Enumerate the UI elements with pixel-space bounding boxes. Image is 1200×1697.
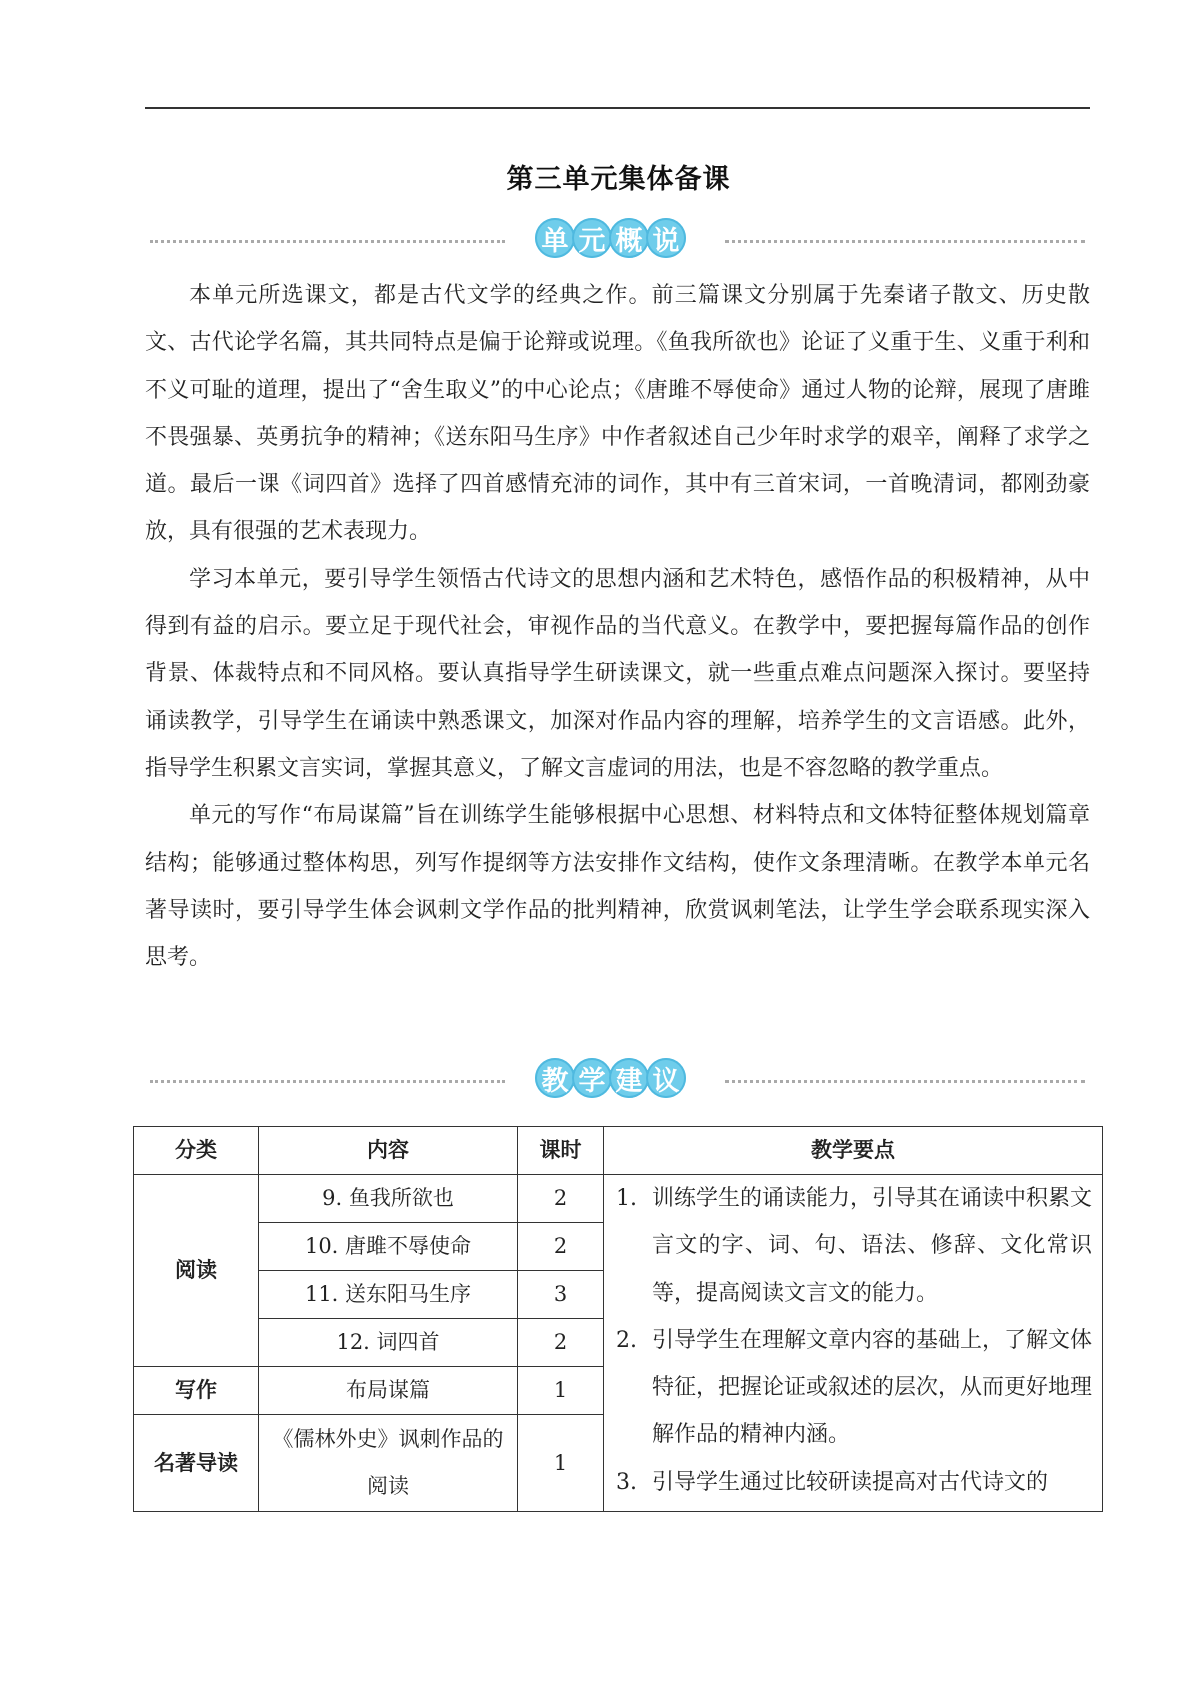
table-row (134, 1175, 1103, 1223)
unit-overview-body (145, 272, 1090, 981)
dotted-divider-left (150, 1080, 505, 1083)
category-classics-reading: 名著导读 (134, 1415, 259, 1512)
lesson-hours: 3 (518, 1271, 604, 1319)
header-category: 分类 (134, 1127, 259, 1175)
heading-bubbles (535, 218, 683, 258)
dotted-divider-left (150, 240, 505, 243)
paragraph: 学习本单元，要引导学生领悟古代诗文的思想内涵和艺术特色，感悟作品的积极精神，从中得到有益的启示。要立足于现代社会，审视作品的当代意义。在教学中，要把握每篇作品的创作背景、体裁特点和不同风格。要认真指导学生研读课文，就一些重点难点问题深入探讨。要坚持诵读教学，引导学生在诵读中熟悉课文，加深对作品内容的理解，培养学生的文言语感。此外，指导学生积累文言实词，掌握其意义，了解文言虚词的用法，也是不容忽略的教学重点。 (145, 566, 1090, 781)
list-item: 3. 引导学生通过比较研读提高对古代诗文的 (616, 1469, 1049, 1495)
lesson-content: 12. 词四首 (259, 1319, 518, 1367)
lesson-hours: 1 (518, 1415, 604, 1512)
header-content: 内容 (259, 1127, 518, 1175)
lesson-content: 布局谋篇 (259, 1367, 518, 1415)
teaching-points-cell (604, 1175, 1103, 1512)
lesson-content: 9. 鱼我所欲也 (259, 1175, 518, 1223)
dotted-divider-right (725, 1080, 1085, 1083)
lesson-hours: 2 (518, 1175, 604, 1223)
heading-char: 元 (572, 218, 612, 258)
paragraph: 单元的写作“布局谋篇”旨在训练学生能够根据中心思想、材料特点和文体特征整体规划篇章结构；能够通过整体构思，列写作提纲等方法安排作文结构，使作文条理清晰。在教学本单元名著导读时，要引导学生体会讽刺文学作品的批判精神，欣赏讽刺笔法，让学生学会联系现实深入思考。 (145, 803, 1090, 971)
category-reading: 阅读 (134, 1175, 259, 1367)
heading-char: 学 (572, 1058, 612, 1098)
lesson-content: 《儒林外史》讽刺作品的阅读 (259, 1415, 518, 1512)
paragraph: 本单元所选课文，都是古代文学的经典之作。前三篇课文分别属于先秦诸子散文、历史散文、古代论学名篇，其共同特点是偏于论辩或说理。《鱼我所欲也》论证了义重于生、义重于利和不义可耻的道理，提出了“舍生取义”的中心论点；《唐雎不辱使命》通过人物的论辩，展现了唐雎不畏强暴、英勇抗争的精神；《送东阳马生序》中作者叙述自己少年时求学的艰辛，阐释了求学之道。最后一课《词四首》选择了四首感情充沛的词作，其中有三首宋词，一首晚清词，都刚劲豪放，具有很强的艺术表现力。 (145, 283, 1090, 545)
lesson-content: 10. 唐雎不辱使命 (259, 1223, 518, 1271)
heading-char: 教 (535, 1058, 575, 1098)
lesson-hours: 1 (518, 1367, 604, 1415)
heading-char: 单 (535, 218, 575, 258)
header-hours: 课时 (518, 1127, 604, 1175)
dotted-divider-right (725, 240, 1085, 243)
lesson-hours: 2 (518, 1223, 604, 1271)
table-header-row (134, 1127, 1103, 1175)
heading-char: 议 (646, 1058, 686, 1098)
heading-char: 建 (609, 1058, 649, 1098)
heading-char: 概 (609, 218, 649, 258)
lesson-hours: 2 (518, 1319, 604, 1367)
header-rule (145, 107, 1090, 109)
heading-bubbles (535, 1058, 683, 1098)
teaching-points-list (616, 1175, 1092, 1506)
heading-char: 说 (646, 218, 686, 258)
teaching-plan-table (133, 1126, 1103, 1512)
category-writing: 写作 (134, 1367, 259, 1415)
lesson-content: 11. 送东阳马生序 (259, 1271, 518, 1319)
section-heading-unit-overview (145, 218, 1090, 262)
section-heading-teaching-suggestions (145, 1058, 1090, 1102)
list-item: 2. 引导学生在理解文章内容的基础上，了解文体特征，把握论证或叙述的层次，从而更好地理解作品的精神内涵。 (616, 1327, 1093, 1448)
header-teaching-points: 教学要点 (604, 1127, 1103, 1175)
list-item: 1. 训练学生的诵读能力，引导其在诵读中积累文言文的字、词、句、语法、修辞、文化常识等，提高阅读文言文的能力。 (616, 1186, 1093, 1306)
page-title: 第三单元集体备课 (506, 164, 731, 195)
